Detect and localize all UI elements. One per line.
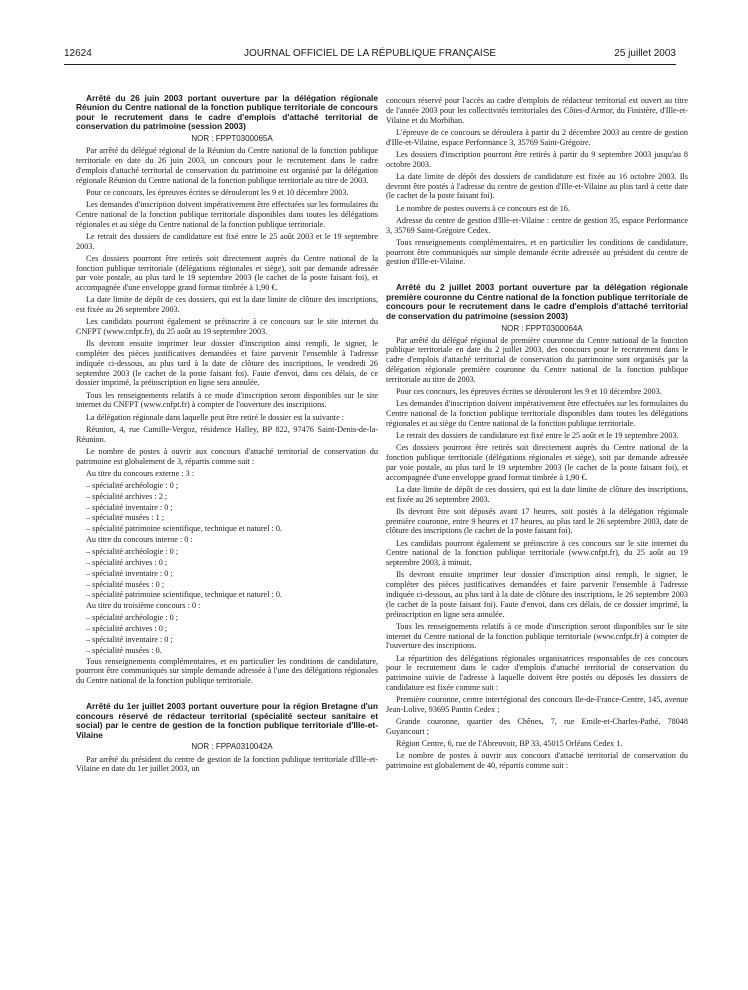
list-item: – spécialité musées : 0. — [86, 645, 162, 655]
paragraph: Tous renseignements complémentaires, et en particulier les conditions de candidature, pourront être communiqués sur simple demande adressée à l'une des délégations régionales du Centre national de la fonction publique territoriale. — [76, 656, 378, 686]
paragraph: Le nombre de postes à ouvrir aux concours d'attaché territorial de conservation du patrimoine est globalement de 40, répartis comme suit : — [386, 751, 688, 771]
paragraph: La répartition des délégations régionales organisatrices responsables de ces concours pour le recrutement dans le cadre d'emplois d'attaché territorial de conservation du patrimoine suivie de l'adresse à laquelle doivent être postés ou déposés les dossiers de candidature est fixée comme suit : — [386, 653, 688, 692]
right-column — [386, 96, 688, 773]
address: Réunion, 4, rue Camille-Vergoz, résidence Halley, BP 822, 97476 Saint-Denis-de-la-Réunion. — [76, 424, 378, 444]
paragraph: Ces dossiers pourront être retirés soit directement auprès du Centre national de la fonction publique territoriale (délégations régionales et siège), soit par demande adressée par voie postale, au plus tard le 19 septembre 2003 (le cachet de la poste faisant foi), et accompagnée d'une enveloppe grand format timbrée à 1,90 €. — [76, 253, 378, 293]
list-heading: Au titre du concours externe : 3 : — [86, 468, 194, 478]
paragraph: Par arrêté du président du centre de gestion de la fonction publique territoriale d'Ille-et-Vilaine en date du 1er juillet 2003, un — [76, 754, 378, 774]
nor-reference: NOR : FPPA0310042A — [191, 742, 273, 752]
paragraph: Le retrait des dossiers de candidature est fixé entre le 25 août 2003 et le 19 septembre 2003. — [76, 231, 378, 251]
paragraph: La délégation régionale dans laquelle peut être retiré le dossier est la suivante : — [86, 412, 345, 422]
paragraph: La date limite de dépôt de ces dossiers, qui est la date limite de clôture des inscriptions, est fixée au 26 septembre 2003. — [76, 295, 378, 315]
page-number: 12624 — [64, 48, 92, 59]
paragraph: Par arrêté du délégué régional de la Réunion du Centre national de la fonction publique territoriale en date du 26 juin 2003, un concours pour le recrutement dans le cadre d'emplois d'attaché territorial de conservation du patrimoine est organisé par la délégation régionale Réunion du Centre national de la fonction publique territoriale au titre de 2003. — [76, 146, 378, 185]
list-item: – spécialité archéologie : 0 ; — [86, 480, 179, 490]
paragraph: Les candidats pourront également se préinscrire à ces concours sur le site internet du Centre national de la fonction publique territoriale (www.cnfpt.fr), du 25 août au 19 septembre 2003, à minuit. — [386, 538, 688, 568]
list-item: – spécialité patrimoine scientifique, technique et naturel : 0. — [86, 524, 282, 534]
decree-title: Arrêté du 2 juillet 2003 portant ouverture par la délégation régionale première couronne du Centre national de la fonction publique territoriale de concours pour le recrutement dans le cadre d'emplois d'attaché territorial de conservation du patrimoine (session 2003) — [386, 282, 688, 321]
paragraph: Pour ces concours, les épreuves écrites se dérouleront les 9 et 10 décembre 2003. — [396, 387, 662, 397]
left-column — [76, 94, 378, 776]
list-item: – spécialité inventaire : 0 ; — [86, 568, 173, 578]
paragraph: Tous les renseignements relatifs à ce mode d'inscription seront disponibles sur le site internet du Centre national de la fonction publique territoriale (www.cnfpt.fr) à compter de l'ouverture des inscriptions. — [386, 621, 688, 651]
paragraph: Les demandes d'inscription doivent impérativement être effectuées sur les formulaires du Centre national de la fonction publique territoriale disponibles dans toutes les délégations régionales et au siège du Centre national de la fonction publique territoriale. — [76, 199, 378, 229]
decree-title: Arrêté du 1er juillet 2003 portant ouverture pour la région Bretagne d'un concours réservé de rédacteur territorial (spécialité secteur sanitaire et social) par le centre de gestion de la fonction publique territoriale d'Ille-et-Vilaine — [76, 701, 378, 740]
address: Première couronne, centre interrégional des concours Ile-de-France-Centre, 145, avenue Jean-Lolive, 93695 Pantin Cedex ; — [386, 695, 688, 714]
list-item: – spécialité musées : 1 ; — [86, 513, 164, 523]
paragraph: Le retrait des dossiers de candidature est fixé entre le 25 août et le 19 septembre 2003. — [396, 431, 679, 441]
nor-reference: NOR : FPPT0300065A — [191, 134, 273, 144]
list-item: – spécialité inventaire : 0 ; — [86, 634, 173, 644]
paragraph: L'épreuve de ce concours se déroulera à partir du 2 décembre 2003 au centre de gestion d'Ille-et-Vilaine, espace Performance 3, 35769 Saint-Grégoire. — [386, 127, 688, 147]
paragraph: Adresse du centre de gestion d'Ille-et-Vilaine : centre de gestion 35, espace Performance 3, 35769 Saint-Grégoire Cedex. — [386, 215, 688, 235]
list-item: – spécialité inventaire : 0 ; — [86, 502, 173, 512]
paragraph: Ils devront ensuite imprimer leur dossier d'inscription ainsi rempli, le signer, le compléter des pièces justificatives demandées et faire parvenir l'ensemble à l'adresse indiquée ci-dessous, au plus tard à la date de clôture des inscriptions, le vendredi 26 septembre 2003 (le cachet de la poste faisant foi). Faute d'envoi, dans ces délais, de ce dossier imprimé, la préinscription en ligne sera annulée. — [76, 339, 378, 388]
journal-title: JOURNAL OFFICIEL DE LA RÉPUBLIQUE FRANÇAISE — [243, 48, 497, 59]
paragraph: Le nombre de postes ouverts à ce concours est de 16. — [396, 203, 570, 213]
list-item: – spécialité archives : 2 ; — [86, 491, 168, 501]
paragraph: Tous renseignements complémentaires, et en particulier les conditions de candidature, pourront être communiqués sur simple demande écrite adressée au président du centre de gestion d'Ille-et-Vilaine. — [386, 237, 688, 267]
paragraph: concours réservé pour l'accès au cadre d'emplois de rédacteur territorial est ouvert au titre de l'année 2003 pour les collectivités territoriales des Côtes-d'Armor, du Finistère, d'Ille-et-Vilaine et du Morbihan. — [386, 96, 688, 125]
list-item: – spécialité archives : 0 ; — [86, 557, 168, 567]
paragraph: Les dossiers d'inscription pourront être retirés à partir du 9 septembre 2003 jusqu'au 8 octobre 2003. — [386, 149, 688, 169]
paragraph: Ils devront être soit déposés avant 17 heures, soit postés à la délégation régionale première couronne, entre 9 heures et 17 heures, au plus tard le 26 septembre 2003, date de clôture des inscriptions (le cachet de la poste faisant foi). — [386, 506, 688, 536]
address: Grande couronne, quartier des Chênes, 7, rue Emile-et-Charles-Pathé, 78048 Guyancourt ; — [386, 717, 688, 736]
decree-title: Arrêté du 26 juin 2003 portant ouverture par la délégation régionale Réunion du Centre national de la fonction publique territoriale de concours pour le recrutement dans le cadre d'emplois d'attaché territorial de conservation du patrimoine (session 2003) — [76, 93, 378, 132]
running-header — [64, 48, 676, 60]
paragraph: Tous les renseignements relatifs à ce mode d'inscription seront disponibles sur le site internet du CNFPT (www.cnfpt.fr) à compter de l'ouverture des inscriptions. — [76, 390, 378, 410]
list-item: – spécialité patrimoine scientifique, technique et naturel : 0. — [86, 590, 282, 600]
header-rule — [64, 64, 676, 65]
section-gap — [386, 269, 688, 283]
section-gap — [76, 688, 378, 702]
list-item: – spécialité archéologie : 0 ; — [86, 613, 179, 623]
paragraph: Ces dossiers pourront être retirés soit directement auprès du Centre national de la fonction publique territoriale (délégations régionales et siège), soit par demande adressée par voie postale, au plus tard le 19 septembre 2003 (le cachet de la poste faisant foi), et accompagnée d'une enveloppe grand format timbrée à 1,90 €. — [386, 443, 688, 482]
list-item: – spécialité archives : 0 ; — [86, 624, 168, 634]
list-heading: Au titre du troisième concours : 0 : — [86, 601, 201, 611]
address: Région Centre, 6, rue de l'Abreuvoir, BP 33, 45015 Orléans Cedex 1. — [396, 739, 623, 749]
paragraph: La date limite de dépôt de ces dossiers, qui est la date limite de clôture des inscriptions, est fixée au 26 septembre 2003. — [386, 484, 688, 504]
list-heading: Au titre du concours interne : 0 : — [86, 534, 193, 544]
paragraph: La date limite de dépôt des dossiers de candidature est fixée au 16 octobre 2003. Ils devront être postés à l'adresse du centre de gestion d'Ille-et-Vilaine au plus tard à cette date (le cachet de la poste faisant foi). — [386, 171, 688, 201]
paragraph: Ils devront ensuite imprimer leur dossier d'inscription ainsi rempli, le signer, le compléter des pièces justificatives demandées et faire parvenir l'ensemble à l'adresse indiquée ci-dessous, au plus tard à la date de clôture des inscriptions, le 26 septembre 2003 (le cachet de la poste faisant foi). Faute d'envoi, dans ces délais, de ce dossier imprimé, la préinscription en ligne sera annulée. — [386, 570, 688, 619]
nor-reference: NOR : FPPT0300064A — [501, 323, 583, 333]
paragraph: Les demandes d'inscription doivent impérativement être effectuées sur les formulaires du Centre national de la fonction publique territoriale disponibles dans toutes les délégations régionales et au siège du Centre national de la fonction publique territoriale. — [386, 399, 688, 428]
paragraph: Le nombre de postes à ouvrir aux concours d'attaché territorial de conservation du patrimoine est globalement de 3, répartis comme suit : — [76, 446, 378, 466]
list-item: – spécialité archéologie : 0 ; — [86, 547, 179, 557]
issue-date: 25 juillet 2003 — [614, 48, 676, 59]
paragraph: Par arrêté du délégué régional de première couronne du Centre national de la fonction publique territoriale en date du 2 juillet 2003, des concours pour le recrutement dans le cadre d'emplois d'attaché territorial de conservation du patrimoine sont organisés par la délégation régionale première couronne du Centre national de la fonction publique territoriale au titre de 2003. — [386, 335, 688, 384]
list-item: – spécialité musées : 0 ; — [86, 579, 164, 589]
paragraph: Les candidats pourront également se préinscrire à ce concours sur le site internet du CNFPT (www.cnfpt.fr), du 25 août au 19 septembre 2003. — [76, 317, 378, 337]
paragraph: Pour ce concours, les épreuves écrites se dérouleront les 9 et 10 décembre 2003. — [86, 187, 349, 197]
